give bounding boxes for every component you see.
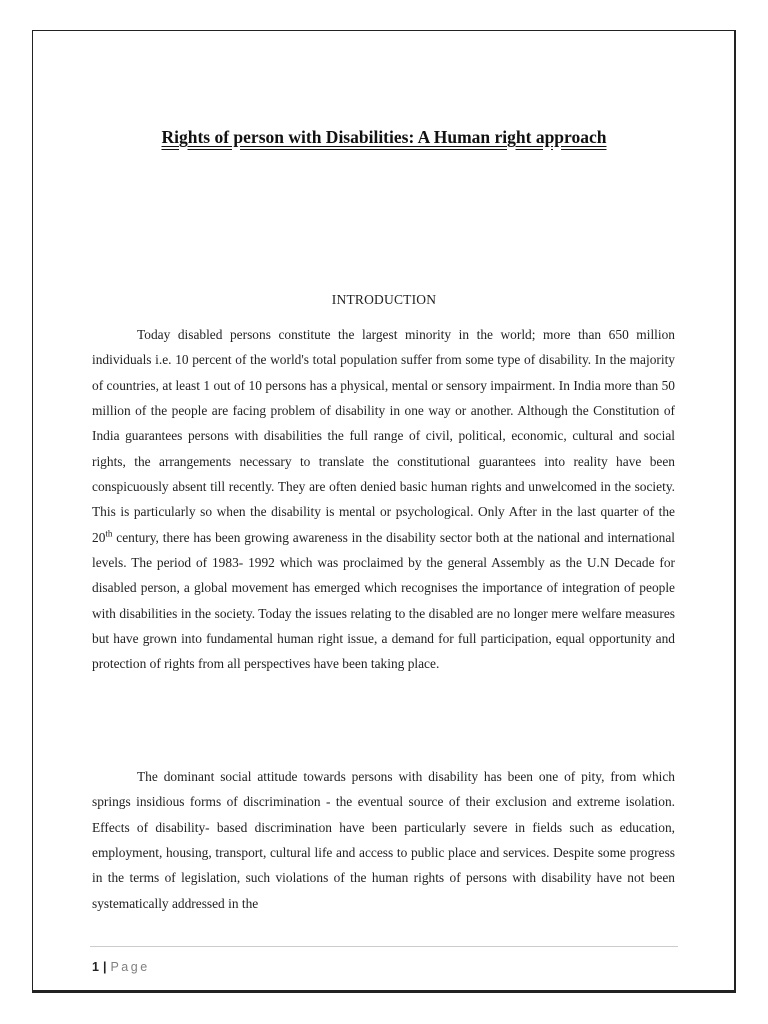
paragraph-introduction-2: [92, 764, 675, 916]
page-label: Page: [110, 960, 150, 974]
footer-separator: |: [102, 960, 107, 974]
section-heading: INTRODUCTION: [331, 292, 437, 307]
document-title-text: Rights of person with Disabilities: A Human right approach: [161, 127, 607, 147]
paragraph-1-text-a: Today disabled persons constitute the largest minority in the world; more than 650 million individuals i.e. 10 percent of the world's total population suffer from some type of disability. In the majority of countries, at least 1 out of 10 persons has a physical, mental or sensory impairment. In India more than 50 million of the people are facing problem of disability in one way or another. Although the Constitution of India guarantees persons with disabilities the full range of civil, political, economic, cultural and social rights, the arrangements necessary to translate the constitutional guarantees into reality have been conspicuously absent till recently. They are often denied basic human rights and unwelcomed in the society. This is particularly so when the disability is mental or psychological. Only After in the last quarter of the 20: [92, 327, 675, 545]
paragraph-1-text-b: century, there has been growing awareness in the disability sector both at the national and international levels. The period of 1983- 1992 which was proclaimed by the general Assembly as the U.N Decade for disabled person, a global movement has emerged which recognises the importance of integration of people with disabilities in the society. Today the issues relating to the disabled are no longer mere welfare measures but have grown into fundamental human right issue, a demand for full participation, equal opportunity and protection of rights from all perspectives have been taking place.: [92, 529, 675, 672]
paragraph-2-text: The dominant social attitude towards persons with disability has been one of pity, from which springs insidious forms of discrimination - the eventual source of their exclusion and extreme isolation. Effects of disability- based discrimination have been particularly severe in fields such as education, employment, housing, transport, cultural life and access to public place and services. Despite some progress in the terms of legislation, such violations of the human rights of persons with disability have not been systematically addressed in the: [92, 769, 675, 911]
page-number: 1: [92, 960, 99, 974]
page-footer: [92, 960, 150, 974]
footer-divider: [90, 946, 678, 947]
document-title: [0, 127, 768, 148]
paragraph-introduction-1: [92, 322, 675, 677]
superscript-th: th: [105, 528, 113, 539]
